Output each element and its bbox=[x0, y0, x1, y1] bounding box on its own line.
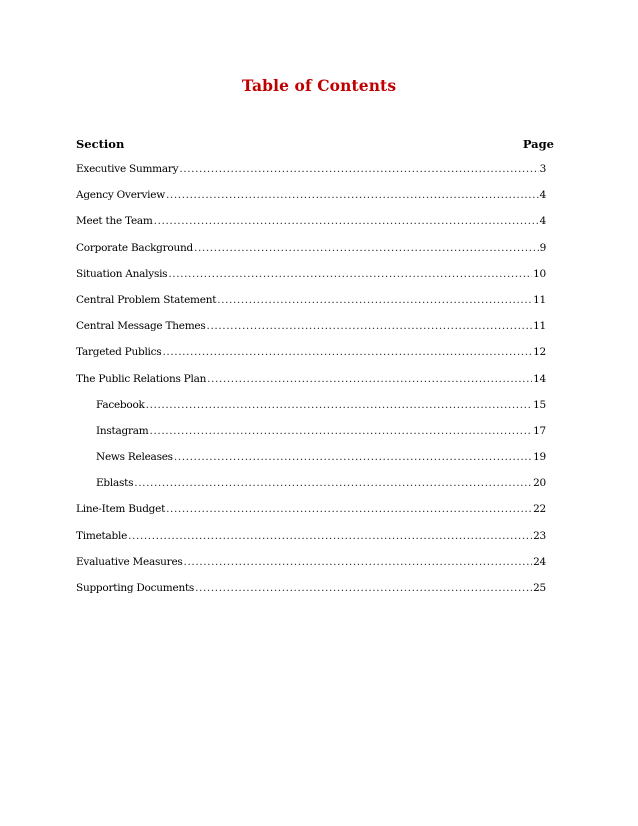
toc-entry-central-message-themes[interactable] bbox=[76, 320, 546, 346]
toc-entry-page: 20 bbox=[533, 477, 546, 490]
toc-entry-label: Line-Item Budget bbox=[76, 503, 166, 516]
toc-entry-page: 23 bbox=[533, 529, 546, 542]
toc-entry-line-item-budget[interactable] bbox=[76, 503, 546, 529]
toc-entry-label: Timetable bbox=[76, 529, 128, 542]
dot-leader bbox=[194, 242, 539, 254]
page-column-header: Page bbox=[522, 137, 554, 151]
toc-entry-label: Facebook bbox=[96, 398, 145, 411]
toc-entry-label: Central Problem Statement bbox=[76, 293, 217, 306]
toc-entry-situation-analysis[interactable] bbox=[76, 268, 546, 294]
toc-entry-corporate-background[interactable] bbox=[76, 242, 546, 268]
toc-entry-page: 4 bbox=[539, 189, 546, 202]
dot-leader bbox=[174, 451, 532, 463]
toc-entry-instagram[interactable] bbox=[76, 425, 546, 451]
toc-entry-facebook[interactable] bbox=[76, 399, 546, 425]
dot-leader bbox=[195, 582, 532, 594]
toc-entry-news-releases[interactable] bbox=[76, 451, 546, 477]
toc-entry-public-relations-plan[interactable] bbox=[76, 373, 546, 399]
toc-entry-page: 12 bbox=[533, 346, 546, 359]
toc-entry-central-problem-statement[interactable] bbox=[76, 294, 546, 320]
toc-entry-timetable[interactable] bbox=[76, 530, 546, 556]
toc-entries bbox=[76, 163, 546, 608]
toc-entry-executive-summary[interactable] bbox=[76, 163, 546, 189]
toc-entry-eblasts[interactable] bbox=[76, 477, 546, 503]
toc-entry-page: 14 bbox=[533, 372, 546, 385]
dot-leader bbox=[162, 346, 532, 358]
dot-leader bbox=[168, 268, 532, 280]
dot-leader bbox=[150, 425, 533, 437]
dot-leader bbox=[134, 477, 532, 489]
dot-leader bbox=[207, 373, 532, 385]
toc-entry-supporting-documents[interactable] bbox=[76, 582, 546, 608]
toc-entry-label: Targeted Publics bbox=[76, 346, 162, 359]
toc-entry-label: News Releases bbox=[96, 451, 173, 464]
toc-entry-label: Supporting Documents bbox=[76, 582, 195, 594]
toc-entry-evaluative-measures[interactable] bbox=[76, 556, 546, 582]
toc-entry-page: 19 bbox=[533, 451, 546, 464]
toc-entry-label: Meet the Team bbox=[76, 215, 153, 228]
dot-leader bbox=[184, 556, 533, 568]
toc-entry-label: Corporate Background bbox=[76, 241, 193, 254]
toc-entry-page: 25 bbox=[533, 582, 546, 594]
toc-header bbox=[76, 137, 554, 151]
toc-entry-page: 4 bbox=[539, 215, 546, 228]
dot-leader bbox=[207, 320, 533, 332]
dot-leader bbox=[166, 503, 532, 515]
toc-entry-page: 17 bbox=[533, 424, 546, 437]
dot-leader bbox=[179, 163, 538, 175]
toc-entry-label: Agency Overview bbox=[76, 189, 165, 202]
toc-entry-label: Situation Analysis bbox=[76, 267, 168, 280]
toc-entry-label: The Public Relations Plan bbox=[76, 372, 207, 385]
toc-entry-page: 11 bbox=[533, 293, 546, 306]
dot-leader bbox=[154, 215, 539, 227]
toc-entry-page: 11 bbox=[533, 320, 546, 333]
toc-entry-label: Eblasts bbox=[96, 477, 134, 490]
dot-leader bbox=[166, 189, 539, 201]
toc-entry-targeted-publics[interactable] bbox=[76, 346, 546, 372]
dot-leader bbox=[217, 294, 532, 306]
toc-entry-meet-the-team[interactable] bbox=[76, 215, 546, 241]
toc-entry-page: 22 bbox=[533, 503, 546, 516]
toc-entry-page: 24 bbox=[533, 555, 546, 568]
toc-entry-agency-overview[interactable] bbox=[76, 189, 546, 215]
toc-entry-label: Instagram bbox=[96, 424, 149, 437]
toc-entry-page: 9 bbox=[539, 241, 546, 254]
toc-entry-page: 10 bbox=[533, 267, 546, 280]
toc-entry-page: 15 bbox=[533, 398, 546, 411]
toc-entry-label: Evaluative Measures bbox=[76, 555, 183, 568]
page-title: Table of Contents bbox=[241, 76, 397, 95]
section-column-header: Section bbox=[76, 137, 125, 151]
toc-entry-page: 3 bbox=[539, 163, 546, 175]
dot-leader bbox=[146, 399, 532, 411]
toc-entry-label: Executive Summary bbox=[76, 163, 179, 175]
dot-leader bbox=[128, 530, 532, 542]
toc-entry-label: Central Message Themes bbox=[76, 320, 206, 333]
